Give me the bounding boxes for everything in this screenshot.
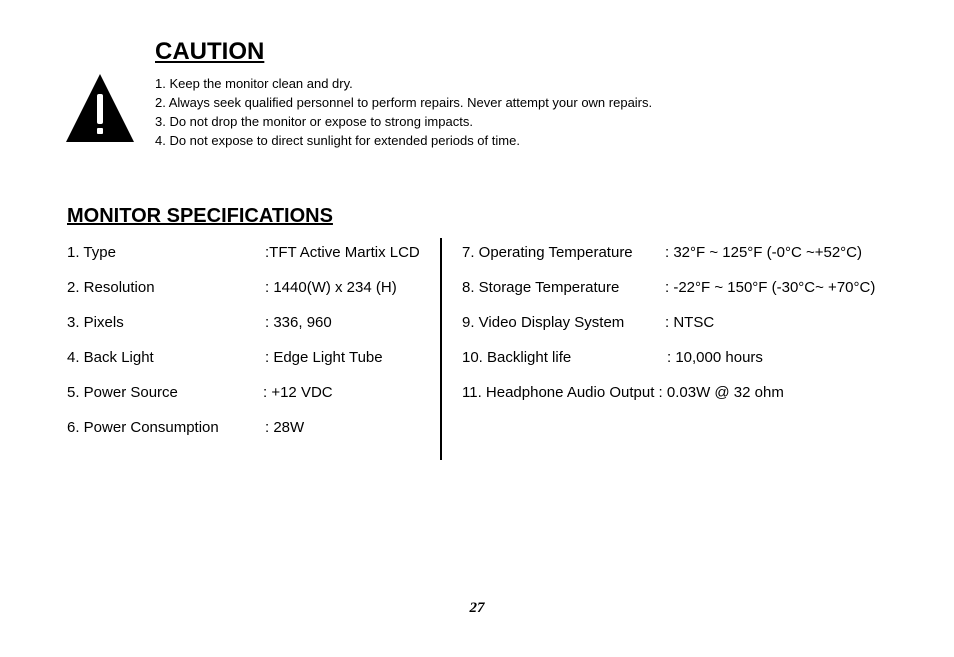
spec-label: 3. Pixels [67, 314, 124, 331]
page-number: 27 [469, 600, 485, 616]
caution-title: CAUTION [155, 38, 265, 65]
spec-label: 8. Storage Temperature [462, 279, 620, 296]
spec-value: : -22°F ~ 150°F (-30°C~ +70°C) [665, 279, 876, 296]
spec-row [462, 348, 942, 383]
spec-row [67, 313, 437, 348]
column-divider [440, 238, 442, 460]
spec-value: : 32°F ~ 125°F (-0°C ~+52°C) [665, 244, 862, 261]
spec-row [67, 418, 437, 453]
spec-row [67, 278, 437, 313]
caution-list [155, 74, 652, 150]
spec-label: 7. Operating Temperature [462, 244, 633, 261]
spec-value: : 10,000 hours [667, 349, 763, 366]
specifications-title: MONITOR SPECIFICATIONS [67, 205, 333, 227]
spec-value: : 1440(W) x 234 (H) [265, 279, 397, 296]
caution-item: 4. Do not expose to direct sunlight for extended periods of time. [155, 133, 520, 148]
caution-item: 1. Keep the monitor clean and dry. [155, 76, 353, 91]
spec-row [462, 313, 942, 348]
caution-item: 2. Always seek qualified personnel to perform repairs. Never attempt your own repairs. [155, 95, 653, 110]
spec-label: 10. Backlight life [462, 349, 572, 366]
spec-row [462, 243, 942, 278]
spec-label: 2. Resolution [67, 279, 155, 296]
spec-row [67, 243, 437, 278]
spec-label: 1. Type [67, 244, 116, 261]
spec-label: 9. Video Display System [462, 314, 625, 331]
caution-item: 3. Do not drop the monitor or expose to strong impacts. [155, 114, 473, 129]
spec-label: 5. Power Source [67, 384, 178, 401]
specifications-right-column [462, 243, 942, 418]
spec-value: :TFT Active Martix LCD [265, 244, 420, 261]
spec-row [462, 383, 942, 418]
spec-row [462, 278, 942, 313]
spec-row [67, 348, 437, 383]
spec-row [67, 383, 437, 418]
spec-label: 11. Headphone Audio Output : 0.03W @ 32 ohm [462, 384, 784, 401]
spec-value: : 28W [265, 419, 305, 436]
spec-label: 6. Power Consumption [67, 419, 219, 436]
specifications-left-column [67, 243, 437, 453]
spec-value: : NTSC [665, 314, 715, 331]
spec-value: : +12 VDC [263, 384, 333, 401]
spec-value: : 336, 960 [265, 314, 332, 331]
spec-label: 4. Back Light [67, 349, 154, 366]
spec-value: : Edge Light Tube [265, 349, 383, 366]
warning-triangle-icon [66, 74, 134, 142]
